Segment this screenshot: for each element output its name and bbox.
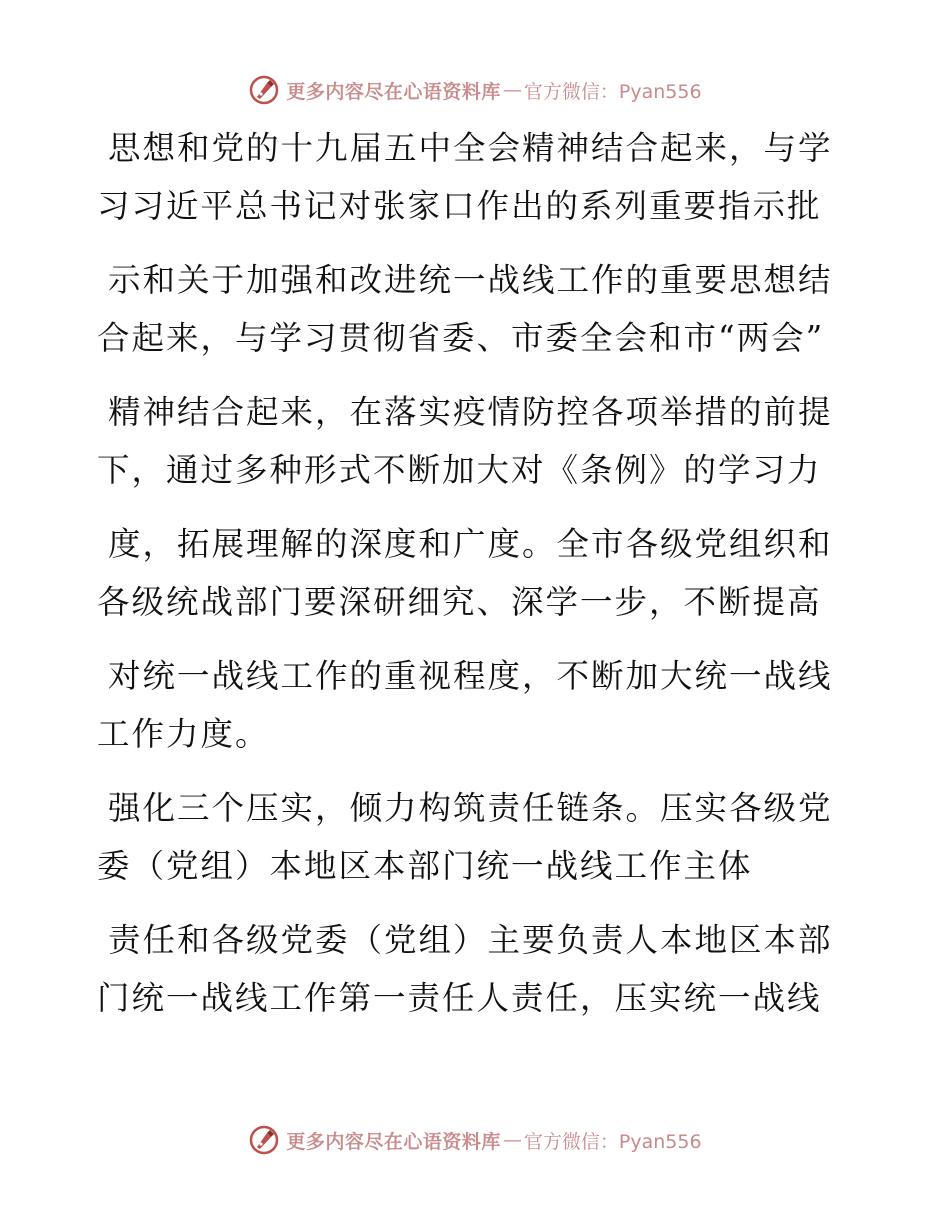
body-line: 精神结合起来，在落实疫情防控各项举措的前提: [108, 393, 833, 431]
body-line: 对统一战线工作的重视程度，不断加大统一战线: [108, 657, 833, 695]
body-line: 度，拓展理解的深度和广度。全市各级党组织和: [108, 525, 833, 563]
body-line: 工作力度。: [97, 715, 270, 753]
body-line: 各级统战部门要深研细究、深学一步，不断提高: [97, 583, 822, 621]
body-line: 示和关于加强和改进统一战线工作的重要思想结: [108, 261, 833, 299]
watermark-separator: —: [502, 1129, 522, 1151]
watermark-contact: 官方微信：Pyan556: [523, 1130, 702, 1153]
footer-watermark: [0, 1120, 950, 1160]
body-line: 习习近平总书记对张家口作出的系列重要指示批: [97, 187, 822, 225]
body-line: 下，通过多种形式不断加大对《条例》的学习力: [97, 451, 822, 489]
pen-nib-circle-icon: [248, 1124, 280, 1156]
watermark-separator: —: [502, 79, 522, 101]
watermark-contact: 官方微信：Pyan556: [523, 80, 702, 103]
body-line: 思想和党的十九届五中全会精神结合起来，与学: [108, 129, 833, 167]
watermark-site-text: 更多内容尽在心语资料库: [286, 1130, 501, 1153]
watermark-site-text: 更多内容尽在心语资料库: [286, 80, 501, 103]
body-line: 责任和各级党委（党组）主要负责人本地区本部: [108, 921, 833, 959]
body-line: 合起来，与学习贯彻省委、市委全会和市“两会”: [97, 319, 825, 357]
body-line: 强化三个压实，倾力构筑责任链条。压实各级党: [108, 789, 833, 827]
body-line: 委（党组）本地区本部门统一战线工作主体: [97, 847, 753, 885]
body-line: 门统一战线工作第一责任人责任，压实统一战线: [97, 979, 822, 1017]
